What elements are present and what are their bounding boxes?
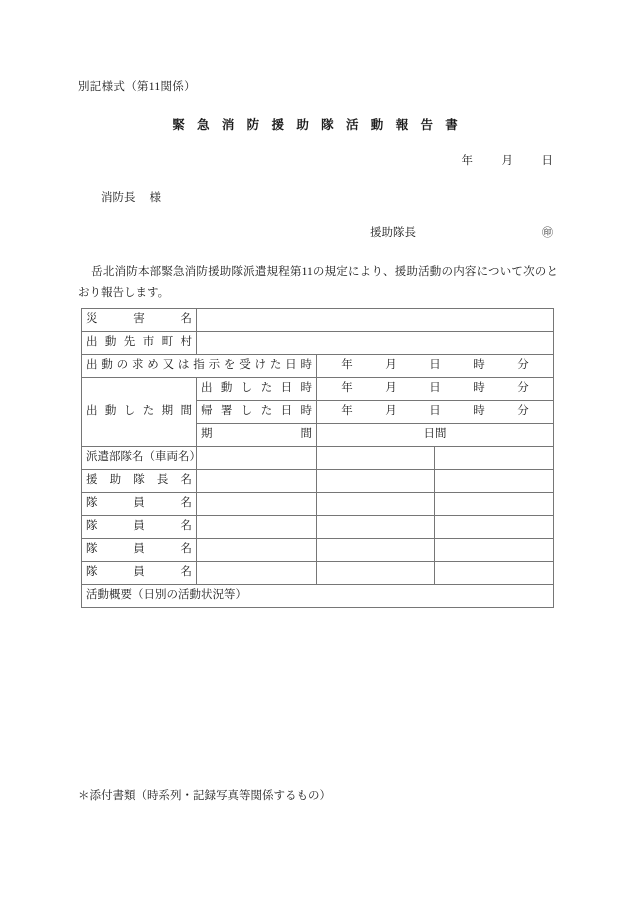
field-dispatch-municipality[interactable] — [197, 332, 554, 355]
field-member-name-1[interactable] — [197, 493, 317, 516]
field-member-name-1[interactable] — [197, 539, 317, 562]
field-member-name-1[interactable] — [197, 562, 317, 585]
field-member-name-3[interactable] — [435, 562, 554, 585]
field-departure-datetime[interactable] — [317, 378, 554, 401]
label-activity-summary: 活動概要（日別の活動状況等） — [86, 589, 247, 602]
datetime-units-departure — [321, 382, 549, 395]
unit-year: 年 — [341, 405, 353, 418]
table-row-member — [82, 562, 554, 585]
date-year-label: 年 — [461, 155, 473, 167]
label-dispatch-municipality: 出 動 先 市 町 村 — [82, 332, 197, 355]
label-member-name: 隊 員 名 — [82, 562, 197, 585]
lead-paragraph-text: 岳北消防本部緊急消防援助隊派遣規程第11の規定により、援助活動の内容について次のとおり報告します。 — [78, 266, 558, 300]
table-row-dispatch-municipality — [82, 332, 554, 355]
table-row-unit-name — [82, 447, 554, 470]
unit-day: 日 — [429, 359, 441, 372]
field-unit-name-3[interactable] — [435, 447, 554, 470]
footnote: ＊添付書類（時系列・記録写真等関係するもの） — [78, 790, 331, 802]
field-member-name-2[interactable] — [317, 539, 435, 562]
field-activity-summary[interactable] — [82, 585, 554, 608]
unit-year: 年 — [341, 359, 353, 372]
unit-hour: 時 — [473, 382, 485, 395]
unit-month: 月 — [385, 382, 397, 395]
signer-line — [370, 224, 553, 240]
unit-month: 月 — [385, 405, 397, 418]
label-member-name: 隊 員 名 — [82, 516, 197, 539]
label-leader-name: 援 助 隊 長 名 — [82, 470, 197, 493]
datetime-units-request — [321, 359, 549, 372]
field-return-datetime[interactable] — [317, 401, 554, 424]
report-table — [81, 308, 554, 608]
document-date-line — [462, 152, 554, 168]
field-unit-name-2[interactable] — [317, 447, 435, 470]
unit-minute: 分 — [517, 359, 529, 372]
label-period: 期 間 — [197, 424, 317, 447]
table-row-member — [82, 539, 554, 562]
table-row-member — [82, 493, 554, 516]
unit-minute: 分 — [517, 382, 529, 395]
field-period-days[interactable]: 日間 — [317, 424, 554, 447]
field-member-name-2[interactable] — [317, 493, 435, 516]
label-request-datetime: 出 動 の 求 め 又 は 指 示 を 受 け た 日 時 — [82, 355, 317, 378]
unit-hour: 時 — [473, 359, 485, 372]
unit-minute: 分 — [517, 405, 529, 418]
seal-icon: ㊞ — [542, 227, 553, 239]
field-member-name-3[interactable] — [435, 539, 554, 562]
label-disaster-name: 災 害 名 — [82, 309, 197, 332]
addressee-honorific: 様 — [149, 192, 161, 204]
field-leader-name-3[interactable] — [435, 470, 554, 493]
field-leader-name-1[interactable] — [197, 470, 317, 493]
lead-paragraph — [78, 262, 558, 305]
label-departure-datetime: 出 動 し た 日 時 — [197, 378, 317, 401]
page-title: 緊 急 消 防 援 助 隊 活 動 報 告 書 — [172, 118, 463, 132]
date-day-label: 日 — [541, 155, 553, 167]
table-row-activity-summary — [82, 585, 554, 608]
unit-day: 日 — [429, 382, 441, 395]
field-member-name-2[interactable] — [317, 516, 435, 539]
addressee — [101, 189, 161, 205]
field-member-name-1[interactable] — [197, 516, 317, 539]
table-row-leader-name — [82, 470, 554, 493]
date-month-label: 月 — [501, 155, 513, 167]
label-return-datetime: 帰 署 し た 日 時 — [197, 401, 317, 424]
field-member-name-2[interactable] — [317, 562, 435, 585]
label-dispatch-period: 出 動 し た 期 間 — [82, 378, 197, 447]
field-member-name-3[interactable] — [435, 516, 554, 539]
unit-month: 月 — [385, 359, 397, 372]
label-member-name: 隊 員 名 — [82, 493, 197, 516]
unit-day: 日 — [429, 405, 441, 418]
field-request-datetime[interactable] — [317, 355, 554, 378]
label-member-name: 隊 員 名 — [82, 539, 197, 562]
table-row-request-datetime — [82, 355, 554, 378]
table-row-disaster-name — [82, 309, 554, 332]
label-unit-name: 派遣部隊名（車両名） — [82, 447, 197, 470]
field-unit-name-1[interactable] — [197, 447, 317, 470]
field-disaster-name[interactable] — [197, 309, 554, 332]
datetime-units-return — [321, 405, 549, 418]
table-row-departure-datetime — [82, 378, 554, 401]
form-code: 別記様式（第11関係） — [78, 81, 196, 93]
field-leader-name-2[interactable] — [317, 470, 435, 493]
unit-hour: 時 — [473, 405, 485, 418]
signer-title: 援助隊長 — [370, 227, 416, 239]
field-member-name-3[interactable] — [435, 493, 554, 516]
addressee-name: 消防長 — [101, 192, 136, 204]
unit-year: 年 — [341, 382, 353, 395]
table-row-member — [82, 516, 554, 539]
